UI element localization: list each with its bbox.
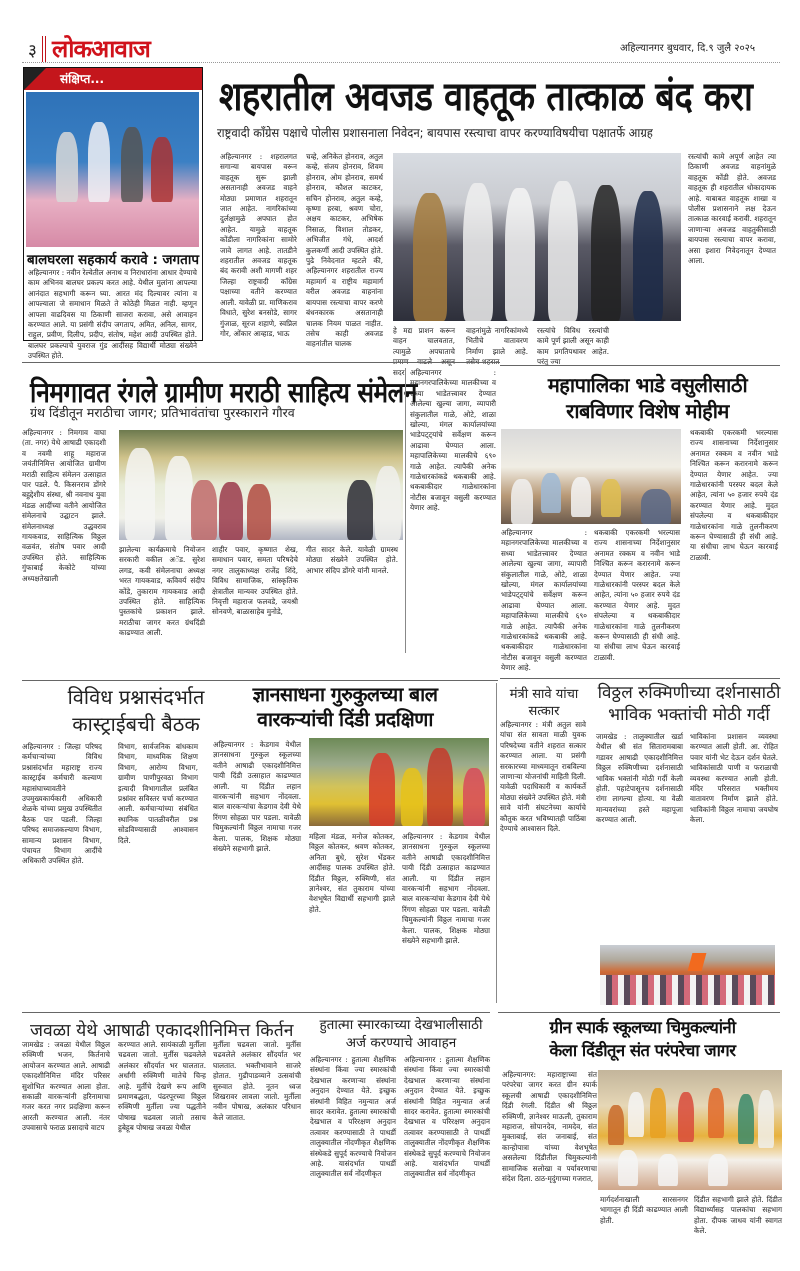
sahitya-col-1: अहिल्यानगर : निमगाव वाघा (ता. नगर) येथे आषाढी एकादशी व नवमी शाहू महाराज जयंतीनिमित्त आयोजित ग्रामीण मराठी साहित्य संमेलन उत्साहात पार पडले. पै. किसनराव डोंगरे बहुद्देशीय संस्था, श्री नवनाथ युवा मंडळ आदींच्या वतीने आयोजित संमेलनाचे उद्घाटन झाले. संमेलनाध्यक्ष उद्धवराव गायकवाड, साहित्यिक विठ्ठल वळवंत, संतोष पवार आदी उपस्थित होते. साहित्यिक गुंफाबाई केकोटे यांच्या अध्यक्षतेखाली xyxy=(22,428,106,583)
kirtan-col-3: मुर्तीला चढवला जातो. मुर्तीस चढवलेले अलंकार सौंदर्यात भर घालतात. भक्तीभावाने साजरे होतात. गुढीपाडव्याने उत्सवांची सुरुवात होते. नूतन ध्वज शिखरावर लावला जातो. मुर्तीला नवीन पोषाख, अलंकार परिधान केले जातात. xyxy=(213,1040,301,1122)
hutatma-col-2: अहिल्यानगर : हुतात्मा शैक्षणिक संस्थांना किंवा ज्या स्मारकांची देखभाल करणाऱ्या संस्थांना अनुदान देण्यात येते. इच्छुक संस्थांनी विहित नमुन्यात अर्ज सादर करावेत. हुतात्मा स्मारकांची देखभाल व परिरक्षण अनुदान तत्वावर करण्यासाठी ते पाथर्डी तालुक्यातील नोंदणीकृत शैक्षणिक संस्थेकडे सुपूर्द करण्याचे नियोजन आहे. यासंदर्भात पाथर्डी तालुक्यातील सर्व नोंदणीकृत xyxy=(404,1055,490,1179)
dindi-headline-2[interactable]: वारकऱ्यांची दिंडी प्रदक्षिणा xyxy=(257,708,433,731)
brief-title: बालघरला सहकार्य करावे : जगताप xyxy=(26,252,200,268)
hutatma-headline-1[interactable]: हुतात्मा स्मारकाच्या देखभालीसाठी xyxy=(319,1017,483,1033)
brief-box xyxy=(23,67,203,361)
sahitya-col-4: गीत सादर केले. यावेळी ग्रामस्थ मोठ्या संख्येने उपस्थित होते. आभार संदिप डोंगरे यांनी मानले. xyxy=(306,545,398,575)
brief-photo xyxy=(26,92,199,247)
greenspark-col-2: मार्गदर्शनाखाली सारसनगर भागातून ही दिंडी काढण्यात आली होती. xyxy=(600,1195,688,1225)
section-rule xyxy=(498,1012,780,1013)
satkar-headline-1[interactable]: मंत्री सावे यांचा xyxy=(509,687,579,702)
page-number: ३ xyxy=(28,41,37,61)
lead-subhead: राष्ट्रवादी काँग्रेस पक्षाचे पोलीस प्रशासनाला निवेदन; बायपास रस्त्याचा वापर करण्याविषयीचा पक्षातर्फे आग्रह xyxy=(217,126,653,140)
hutatma-col-1: अहिल्यानगर : हुतात्मा शैक्षणिक संस्थांना किंवा ज्या स्मारकांची देखभाल करणाऱ्या संस्थांना अनुदान देण्यात येते. इच्छुक संस्थांनी विहित नमुन्यात अर्ज सादर करावेत. हुतात्मा स्मारकांची देखभाल व परिरक्षण अनुदान तत्वावर करण्यासाठी ते पाथर्डी तालुक्यातील नोंदणीकृत शैक्षणिक संस्थेकडे सुपूर्द करण्याचे नियोजन आहे. यासंदर्भात पाथर्डी तालुक्यातील सर्व नोंदणीकृत xyxy=(310,1055,396,1179)
bhade-col-3: थकबाकी एकरकमी भरल्यास राज्य शासनाच्या निर्देशानुसार अनामत रक्कम व नवीन भाडे निश्चित करून करारनामे करून देण्यात येणार आहेत. ज्या गाळेधारकांनी परस्पर बदल केले आहेत, त्यांना ५० हजार रुपये दंड करण्यात येणार आहे. मुदत संपलेल्या व थकबाकीदार गाळेधारकांना गाळे तुलनीकरण करून घेण्यासाठी ही संधी आहे. या संधीचा लाभ घेऊन कारवाई टाळावी. xyxy=(690,428,778,562)
satkar-headline-2[interactable]: सत्कार xyxy=(528,704,560,719)
bhade-headline-1[interactable]: महापालिका भाडे वसुलीसाठी xyxy=(547,373,748,397)
sahitya-col-3: शाहीर पवार, कृष्णात शेख, समाधान पवार, समता परिषदेचे नगर तालुकाध्यक्ष राजेंद्र शिंदे, विविध सामाजिक, सांस्कृतिक क्षेत्रातील मान्यवर उपस्थित होते. निवृत्ती महाराज फलवडे, जयश्री सोनवणे, बाळासाहेब मुनोडे, xyxy=(212,545,298,617)
newspaper-logo[interactable]: लोकआवाज xyxy=(52,35,150,63)
section-rule xyxy=(22,362,500,363)
bhade-photo xyxy=(501,429,681,524)
lead-col-2: चव्हे, अनिकेत होनराव, अतुल कव्हे, संजय होनराव, शिवम होनराव, ओम होनराव, समर्थ होनराव, कौशल काटकर, सचिन होनराव, अतुल कव्हे, कृष्णा हरबा, श्रवण चोरा, अक्षय काटकर, अभिषेक निसाळ, विशाल तोडकर, अभिजीत गंधे, आदर्श कुलकर्णी आदी उपस्थित होते. पुढे निवेदनात म्हटले की, अहिल्यानगर शहरातील राज्य महामार्ग व राष्ट्रीय महामार्ग वरील अवजड वाहनांना बायपास रस्त्याचा वापर करणे बंधनकारक असतानाही चालक नियम पाळत नाहीत. तसेच काही अवजड वाहनांतील चालक xyxy=(306,152,383,349)
sahitya-subhead: ग्रंथ दिंडीतून मराठीचा जागर; प्रतिभावंतांचा पुरस्काराने गौरव xyxy=(30,405,295,420)
hutatma-headline-2[interactable]: अर्ज करण्याचे आवाहन xyxy=(345,1035,457,1051)
section-rule xyxy=(22,680,498,681)
greenspark-col-1: अहिल्यानगर: महाराष्ट्राच्या संत परंपरेचा जागर करत ग्रीन स्पार्क स्कूलची आषाढी एकादशीनिमित्त दिंडी रंगली. दिंडीत श्री विठ्ठल रुक्मिणी, ज्ञानेश्वर माऊली, तुकाराम महाराज, सोपानदेव, नामदेव, संत मुक्ताबाई, संत जनाबाई, संत कान्होपात्रा यांच्या वेशभूषेत असलेल्या दिंडीतील चिमुकल्यांनी सामाजिक सलोखा व पर्यावरणाचा संदेश दिला. ठाठ-मृदुंगाच्या गजरात, xyxy=(502,1070,597,1184)
greenspark-headline-1[interactable]: ग्रीन स्पार्क स्कूलच्या चिमुकल्यांनी xyxy=(549,1018,736,1037)
column-divider xyxy=(405,368,406,653)
kirtan-col-1: जामखेड : जवळा येथील विठ्ठल रुक्मिणी भजन, किर्तनाचे आयोजन करण्यात आले. आषाढी एकादशीनिमित्त मंदिर परिसर सुशोभित करण्यात आला होता. सकाळी वारकऱ्यांनी हरिनामाचा गजर करत नगर प्रदक्षिणा करून आरती करण्यात आली. नंतर उपवासाचे फराळ प्रसादाचे वाटप xyxy=(22,1040,110,1133)
lead-col-1: अहिल्यानगर : शहरालगत सगान्या बायपास वरून वाहतूक सुरू झाली असतानाही अवजड वाहने मोठ्या प्रमाणात शहरातून जात आहेत. नागरिकांच्या दुर्लक्षामुळे अपघात होत आहेत. यामुळे वाहतूक कोंडीला नागरिकांना सामोरे जावे लागत आहे. तातडीने शहरातील अवजड वाहतूक बंद करावी अशी मागणी शहर जिल्हा राष्ट्रवादी काँग्रेस पक्षाच्या वतीने करण्यात आली. यावेळी प्रा. माणिकराव विधाते, सुरेश बनसोडे, सागर गुंजाळ, सूरज शहाणे, स्वप्निल गोर, ओंकार आव्हाड, भाऊ xyxy=(220,152,297,338)
kirtan-headline[interactable]: जवळा येथे आषाढी एकादशीनिमित्त किर्तन xyxy=(30,1021,294,1041)
bhade-col-1: अहिल्यानगर : महानगरपालिकेच्या मालकीच्या व सध्या भाडेतत्त्वावर देण्यात आलेल्या खुल्या जागा, व्यापारी संकुलातील गाळे, ओटे, शाळा खोल्या, मंगल कार्यालयांच्या भाडेपट्ट्यांचे सर्वेक्षण करून आढावा घेण्यात आला. महापालिकेच्या मालकीचे ६९० गाळे आहेत. त्यापैकी अनेक गाळेधारकांकडे थकबाकी आहे. थकबाकीदार गाळेधारकांना नोटीस बजावून वसुली करण्यात येणार आहे. xyxy=(410,368,496,513)
section-rule xyxy=(22,1012,490,1013)
greenspark-col-3: दिंडीत सहभागी झाले होते. दिंडीत विद्यार्थ्यांसह पालकांचा सहभाग होता. दीपक जाधव यांनी स्वागत केले. xyxy=(694,1195,782,1236)
dateline: अहिल्यानगर बुधवार, दि.९ जुलै २०२५ xyxy=(620,43,756,54)
column-divider xyxy=(496,683,497,1003)
bhade-headline-2[interactable]: राबविणार विशेष मोहीम xyxy=(566,399,729,423)
dindi-photo xyxy=(309,738,489,826)
lead-col-4: वाहनांमुळे नागरिकांमध्ये भितीचे वातावरण निर्माण झाले आहे. तसेच शहरात xyxy=(466,326,528,367)
bhade-col-2a: अहिल्यानगर : महानगरपालिकेच्या मालकीच्या व सध्या भाडेतत्त्वावर देण्यात आलेल्या खुल्या जागा, व्यापारी संकुलातील गाळे, ओटे, शाळा खोल्या, मंगल कार्यालयांच्या भाडेपट्ट्यांचे सर्वेक्षण करून आढावा घेण्यात आला. महापालिकेच्या मालकीचे ६९० गाळे आहेत. त्यापैकी अनेक गाळेधारकांकडे थकबाकी आहे. थकबाकीदार गाळेधारकांना नोटीस बजावून वसुली करण्यात येणार आहे. xyxy=(501,528,587,673)
dindi-col-2: महिला मंडळ, मनोज कोतकर, विठ्ठल कोतकर, श्रवण कोतकर, अनिता बुधे, सुरेश भेंडकर आदींसह पालक उपस्थित होते. दिंडीत विठ्ठल, रुक्मिणी, संत ज्ञानेश्वर, संत तुकाराम यांच्या वेशभूषेत विद्यार्थी सहभागी झाले होते. xyxy=(309,832,395,914)
satkar-body: अहिल्यानगर : मंत्री अतुल सावे यांचा संत सावता माळी युवक परिषदेच्या वतीने शहरात सत्कार करण्यात आला. या प्रसंगी सरकारच्या माध्यमातून राबविल्या जाणाऱ्या योजनांची माहिती दिली. यावेळी पदाधिकारी व कार्यकर्ते मोठ्या संख्येने उपस्थित होते. मंत्री सावे यांनी संघटनेच्या कार्याचे कौतुक करत भविष्यातही पाठिंबा देण्याचे आश्वासन दिले. xyxy=(500,720,586,834)
lead-col-5: रस्त्यांचे विविध रस्त्यांची कामे पूर्ण झाली असून काही काम प्रगतिपथावर आहेत. परंतु ज्या xyxy=(537,326,609,367)
sahitya-photo xyxy=(119,430,403,540)
vitthal-headline-1[interactable]: विठ्ठल रुक्मिणीच्या दर्शनासाठी xyxy=(597,683,781,703)
brief-body: अहिल्यानगर : नवीन रेल्वेतील अनाथ व निराधारांना आधार देण्याचे काम अभिनव बालघर प्रकल्प करत आहे. येथील मुलांना आपल्या आनंदात सहभागी करून घ्या. आरत मंद दिल्यावर त्यांना व आपल्याला जे समाधान मिळते ते कोठेही मिळत नाही. म्हणून आपला वाढदिवस या ठिकाणी साजरा करावा, असे आवाहन करण्यात आले. या प्रसंगी संदीप जगताप, अमित, अनिल, सागर, राहुल, प्रवीण, दिलीप, प्रदीप, संतोष, महेश आदी उपस्थित होते. बालघर प्रकल्पाचे युवराज गुंड आदींसह विद्यार्थी मोठ्या संख्येने उपस्थित होते. xyxy=(28,268,197,361)
kastraib-headline-2[interactable]: कास्ट्राईबची बैठक xyxy=(72,712,200,736)
dindi-col-1: अहिल्यानगर : केडगाव येथील ज्ञानसाधना गुरुकुल स्कूलच्या वतीने आषाढी एकादशीनिमित्त पायी दिंडी उत्साहात काढण्यात आली. या दिंडीत लहान वारकऱ्यांनी सहभाग नोंदवला. बाल वारकऱ्यांचा केडगाव देवी येथे रिंगण सोहळा पार पडला. यावेळी चिमुकल्यांनी विठ्ठल नामाचा गजर केला. पालक, शिक्षक मोठ्या संख्येने सहभागी झाले. xyxy=(213,740,301,854)
kirtan-col-2: करण्यात आले. सायंकाळी मुर्तीला चढवला जातो. मुर्तीस चढवलेले अलंकार सौंदर्यात भर घालतात. अर्धांगी रुक्मिणी मातेचे चिन्ह आहे. मुर्तीचे देखणे रूप आणि प्रमाणबद्धता, पंढरपूरच्या विठ्ठल रुक्मिणी मुर्तीला ज्या पद्धतीने पोषाख चढवला जातो तसाच हुबेहूब पोषाख जवळा येथील xyxy=(118,1040,206,1133)
brief-label: संक्षिप्त... xyxy=(24,68,202,90)
kastraib-col-1: अहिल्यानगर : जिल्हा परिषद कर्मचाऱ्यांच्या विविध प्रश्नासंदर्भात महाराष्ट्र राज्य कास्ट्राईब कर्मचारी कल्याण महासंघाच्यावतीने उपमुख्यकार्यकारी अधिकारी शेळके यांच्या प्रमुख उपस्थितीत बैठक पार पडली. जिल्हा परिषद समाजकल्याण विभाग, सामान्य प्रशासन विभाग, पंचायत विभाग आदींचे अधिकारी उपस्थित होते. xyxy=(22,742,102,866)
dindi-col-3: अहिल्यानगर : केडगाव येथील ज्ञानसाधना गुरुकुल स्कूलच्या वतीने आषाढी एकादशीनिमित्त पायी दिंडी उत्साहात काढण्यात आली. या दिंडीत लहान वारकऱ्यांनी सहभाग नोंदवला. बाल वारकऱ्यांचा केडगाव देवी येथे रिंगण सोहळा पार पडला. यावेळी चिमुकल्यांनी विठ्ठल नामाचा गजर केला. पालक, शिक्षक मोठ्या संख्येने सहभागी झाले. xyxy=(402,832,490,946)
vitthal-col-1: जामखेड : तालुक्यातील खर्डा येथील श्री संत सितारामबाबा गडावर आषाढी एकादशीनिमित्त विठ्ठल रुक्मिणीच्या दर्शनासाठी भाविक भक्तांनी मोठी गर्दी केली होती. पहाटेपासूनच दर्शनासाठी रांगा लागल्या होत्या. या वेळी मान्यवरांच्या हस्ते महापूजा करण्यात आली. xyxy=(596,732,683,825)
sahitya-col-2: झालेल्या कार्यक्रमाचे नियोजन सरकारी वकील अॅड. सुरेश लगड, कवी संमेलनाचा अध्यक्ष भरत गायकवाड, कविवर्य संदीप कोंडे, तुकाराम गायकवाड आदी उपस्थित होते. साहित्यिक पुस्तकांचे प्रकाशन झाले. मराठीचा जागर करत ग्रंथदिंडी काढण्यात आली. xyxy=(119,545,205,638)
kastraib-col-2: विभाग, सार्वजनिक बांधकाम विभाग, माध्यमिक शिक्षण विभाग, आरोग्य विभाग, ग्रामीण पाणीपुरवठा विभाग इत्यादी विभागातील प्रलंबित प्रश्नांवर सविस्तर चर्चा करण्यात आली. कर्मचाऱ्यांच्या संबंधित स्थानिक पातळीवरील प्रश्न सोडविण्यासाठी आश्वासन दिले. xyxy=(118,742,198,845)
lead-col-3: हे मद्य प्राशन करून वाहन चालवतात, त्यामुळे अपघाताचे प्रमाण वाढले असून सदर xyxy=(393,326,455,377)
greenspark-photo xyxy=(598,1070,782,1190)
section-rule xyxy=(500,678,780,679)
masthead-divider xyxy=(42,36,46,62)
lead-headline[interactable]: शहरातील अवजड वाहतूक तात्काळ बंद करा xyxy=(219,74,753,120)
bhade-col-2b: थकबाकी एकरकमी भरल्यास राज्य शासनाच्या निर्देशानुसार अनामत रक्कम व नवीन भाडे निश्चित करून करारनामे करून देण्यात येणार आहेत. ज्या गाळेधारकांनी परस्पर बदल केले आहेत, त्यांना ५० हजार रुपये दंड करण्यात येणार आहे. मुदत संपलेल्या व थकबाकीदार गाळेधारकांना गाळे तुलनीकरण करून घेण्यासाठी ही संधी आहे. या संधीचा लाभ घेऊन कारवाई टाळावी. xyxy=(594,528,680,662)
kastraib-headline-1[interactable]: विविध प्रश्नासंदर्भात xyxy=(67,685,205,709)
greenspark-headline-2[interactable]: केला दिंडीतून संत परंपरेचा जागर xyxy=(549,1041,736,1060)
lead-col-6: रस्त्यांची कामे अपूर्ण आहेत त्या ठिकाणी अवजड वाहनांमुळे वाहतूक कोंडी होते. अवजड वाहतूक ही शहरातील धोकादायक आहे. याबाबत वाहतूक शाखा व पोलीस प्रशासनाने लक्ष देऊन तात्काळ कारवाई करावी. शहरातून जाणाऱ्या अवजड वाहतुकीसाठी बायपास रस्त्याचा वापर करावा, असा इशारा निवेदनातून देण्यात आला. xyxy=(688,152,776,266)
vitthal-photo xyxy=(600,945,775,1005)
masthead-rule xyxy=(22,62,780,63)
vitthal-headline-2[interactable]: भाविक भक्तांची मोठी गर्दी xyxy=(608,705,770,725)
dindi-headline-1[interactable]: ज्ञानसाधना गुरुकुलच्या बाल xyxy=(252,683,438,706)
lead-photo xyxy=(393,153,681,321)
sahitya-headline[interactable]: निमगावत रंगले ग्रामीण मराठी साहित्य संमेलन xyxy=(30,376,417,409)
section-rule xyxy=(500,365,780,366)
vitthal-col-2: भाविकांना प्रशासन व्यवस्था करण्यात आली होती. आ. रोहित पवार यांनी भेट देऊन दर्शन घेतले. भाविकांसाठी पाणी व फराळाची व्यवस्था करण्यात आली होती. मंदिर परिसरात भक्तीमय वातावरण निर्माण झाले होते. भाविकांनी विठ्ठल नामाचा जयघोष केला. xyxy=(690,732,778,825)
